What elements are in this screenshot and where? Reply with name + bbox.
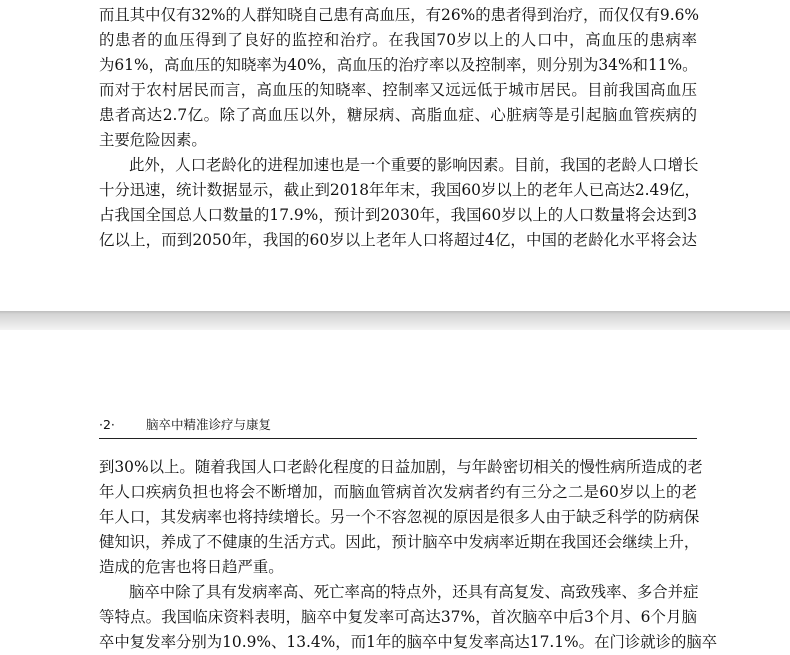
text-line: 年人口疾病负担也将会不断增加，而脑血管病首次发病者约有三分之二是60岁以上的老 [99, 483, 697, 501]
page-top [0, 0, 790, 311]
text-line: 而对于农村居民而言，高血压的知晓率、控制率又远远低于城市居民。目前我国高血压 [99, 81, 697, 99]
page-gap [0, 311, 790, 330]
text-line: 造成的危害也将日趋严重。 [99, 558, 284, 576]
text-line: 到30%以上。随着我国人口老龄化程度的日益加剧，与年龄密切相关的慢性病所造成的老 [99, 458, 703, 476]
paragraph-first-line: 此外，人口老龄化的进程加速也是一个重要的影响因素。目前，我国的老龄人口增长 [129, 156, 699, 174]
text-line: 亿以上，而到2050年，我国的60岁以上老年人口将超过4亿，中国的老龄化水平将会达 [99, 231, 697, 249]
page-number: ·2· [99, 417, 115, 432]
text-line: 患者高达2.7亿。除了高血压以外，糖尿病、高脂血症、心脏病等是引起脑血管疾病的 [99, 106, 697, 124]
book-title: 脑卒中精准诊疗与康复 [146, 417, 272, 432]
text-line: 十分迅速，统计数据显示，截止到2018年年末，我国60岁以上的老年人已高达2.49亿， [99, 181, 700, 199]
text-line: 的患者的血压得到了良好的监控和治疗。在我国70岁以上的人口中，高血压的患病率 [99, 31, 697, 49]
text-line: 卒中复发率分别为10.9%、13.4%，而1年的脑卒中复发率高达17.1%。在门诊就诊的脑卒 [99, 633, 718, 651]
text-line: 为61%，高血压的知晓率为40%，高血压的治疗率以及控制率，则分别为34%和11%。 [99, 56, 698, 74]
text-line: 占我国全国总人口数量的17.9%，预计到2030年，我国60岁以上的人口数量将会达到3 [99, 206, 697, 224]
text-line: 主要危险因素。 [99, 131, 207, 149]
paragraph-first-line: 脑卒中除了具有发病率高、死亡率高的特点外，还具有高复发、高致残率、多合并症 [129, 583, 699, 601]
text-line: 健知识，养成了不健康的生活方式。因此，预计脑卒中发病率近期在我国还会继续上升， [99, 533, 700, 551]
page-bottom [0, 330, 790, 651]
running-header [99, 416, 697, 439]
text-line: 等特点。我国临床资料表明，脑卒中复发率可高达37%，首次脑卒中后3个月、6个月脑 [99, 608, 697, 626]
text-line: 而且其中仅有32%的人群知晓自己患有高血压，有26%的患者得到治疗，而仅仅有9.6% [99, 6, 700, 24]
text-line: 年人口，其发病率也将持续增长。另一个不容忽视的原因是很多人由于缺乏科学的防病保 [99, 508, 700, 526]
